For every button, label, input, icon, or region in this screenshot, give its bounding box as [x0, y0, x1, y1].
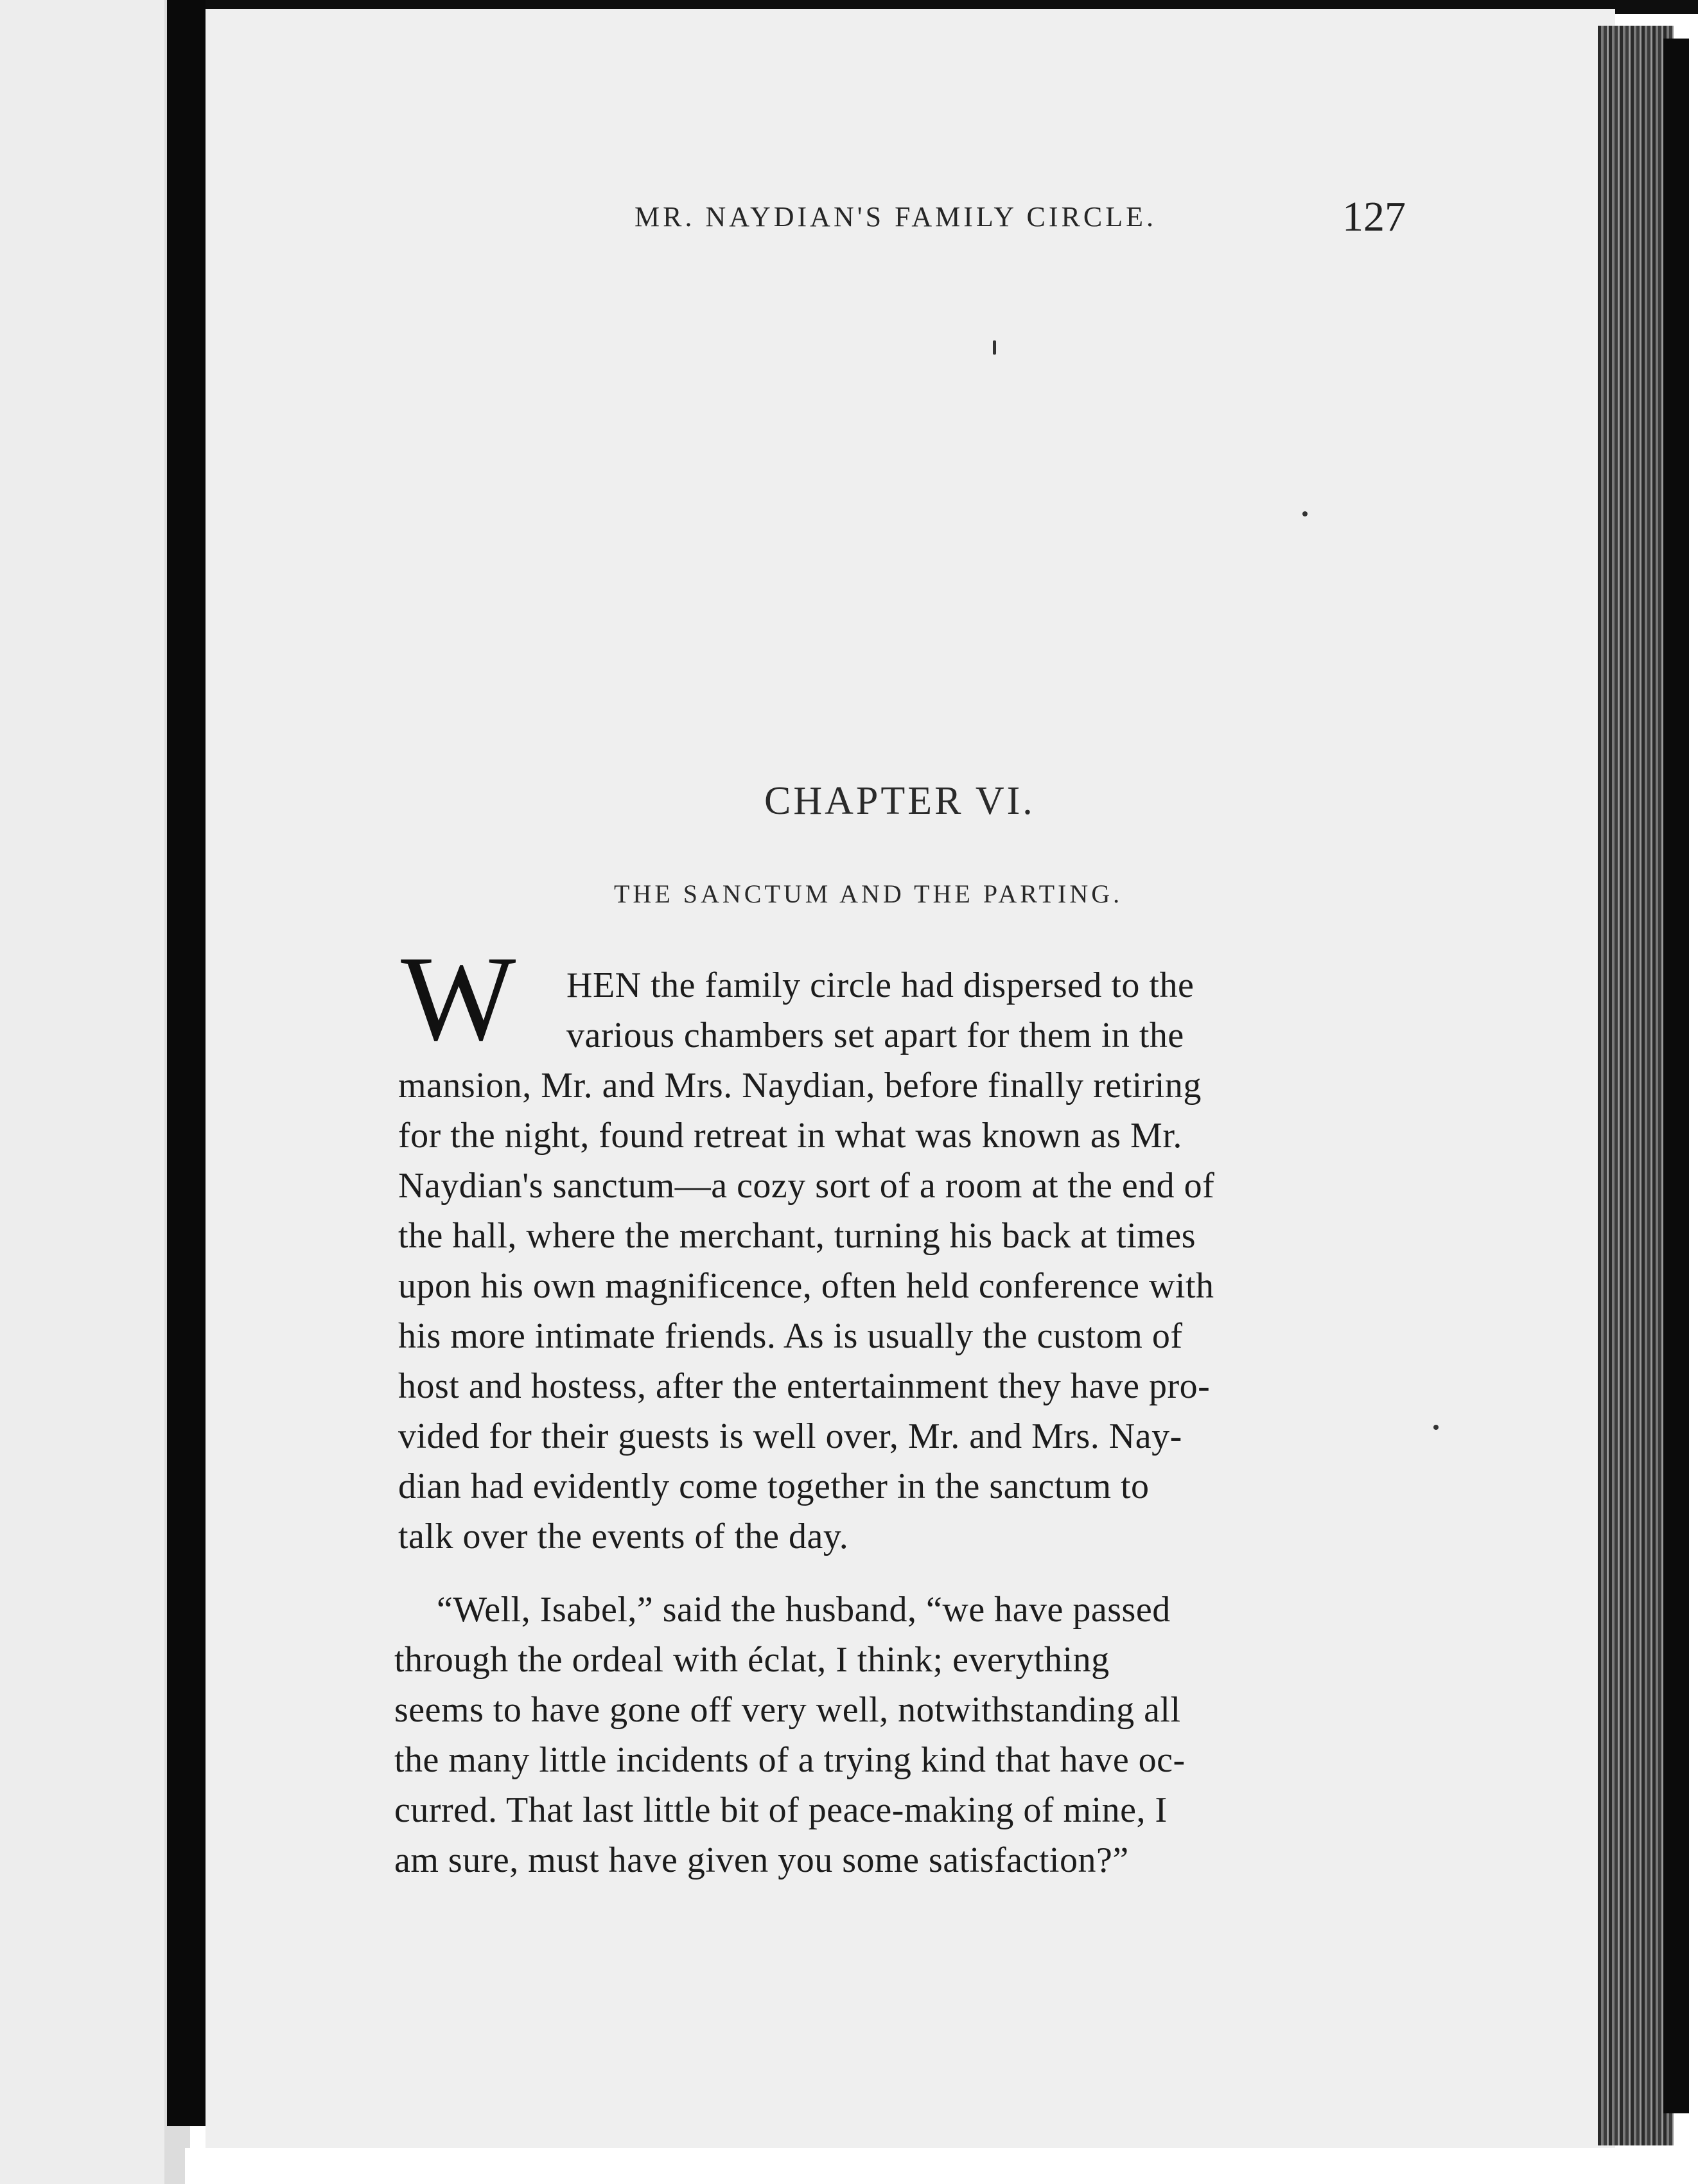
scan-bottom-margin	[185, 2148, 1698, 2184]
paragraph-line: Naydian's sanctum—a cozy sort of a room at the end of	[398, 1166, 1215, 1206]
paragraph-line: seems to have gone off very well, notwithstanding all	[394, 1690, 1181, 1730]
chapter-title: CHAPTER VI.	[764, 779, 1035, 823]
paragraph-line: upon his own magnificence, often held conference with	[398, 1266, 1214, 1306]
scan-speck	[993, 340, 996, 355]
paragraph-line: his more intimate friends. As is usually the custom of	[398, 1316, 1183, 1356]
paragraph-line: for the night, found retreat in what was known as Mr.	[398, 1116, 1182, 1156]
paragraph-line: HEN the family circle had dispersed to the	[566, 965, 1195, 1005]
drop-cap: W	[401, 931, 516, 1066]
chapter-subtitle: THE SANCTUM AND THE PARTING.	[614, 879, 1123, 908]
paragraph-line: dian had evidently come together in the sanctum to	[398, 1466, 1150, 1506]
scan-speck	[1433, 1425, 1439, 1430]
scan-speck	[1302, 511, 1308, 516]
paragraph-line: mansion, Mr. and Mrs. Naydian, before finally retiring	[398, 1066, 1202, 1105]
paragraph-line: talk over the events of the day.	[398, 1517, 849, 1556]
paragraph-line: “Well, Isabel,” said the husband, “we have passed	[437, 1590, 1171, 1630]
paragraph-line: various chambers set apart for them in the	[566, 1016, 1184, 1055]
book-cover-edge	[1663, 39, 1689, 2113]
paragraph-line: curred. That last little bit of peace-making of mine, I	[394, 1790, 1168, 1830]
book-gutter	[167, 0, 206, 2126]
paragraph-line: host and hostess, after the entertainment they have pro-	[398, 1366, 1211, 1406]
paragraph-line: the hall, where the merchant, turning his back at times	[398, 1216, 1196, 1256]
paragraph-line: through the ordeal with éclat, I think; everything	[394, 1640, 1110, 1680]
book-page-edges	[1598, 26, 1674, 2145]
paragraph-line: the many little incidents of a trying kind that have oc-	[394, 1740, 1186, 1780]
paragraph-line: vided for their guests is well over, Mr. and Mrs. Nay-	[398, 1416, 1182, 1456]
paragraph-line: am sure, must have given you some satisfaction?”	[394, 1840, 1129, 1880]
page-number: 127	[1342, 193, 1406, 240]
facing-page	[0, 0, 185, 2184]
running-title: MR. NAYDIAN'S FAMILY CIRCLE.	[635, 201, 1157, 233]
